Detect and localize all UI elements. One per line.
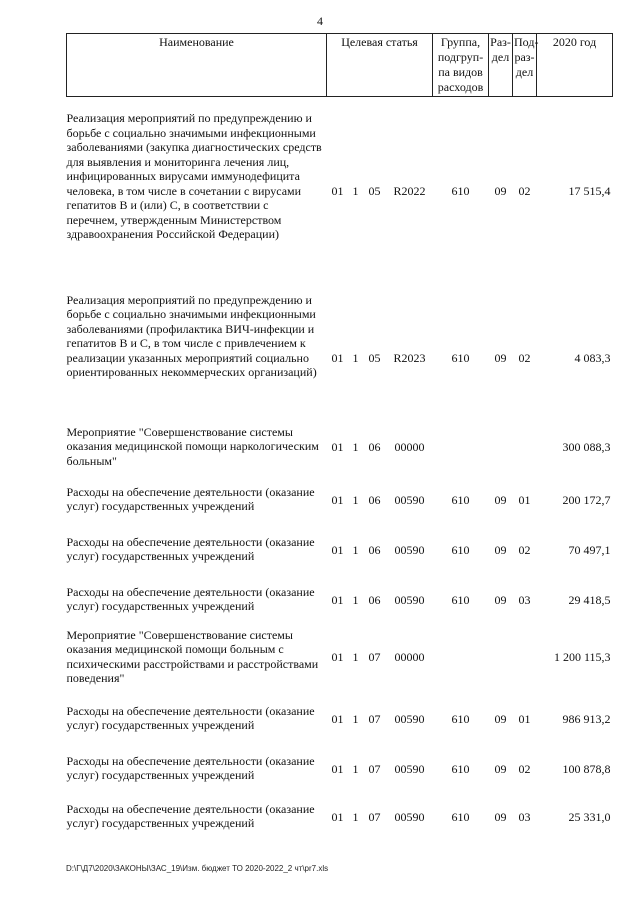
row-code-subprogram: 1 — [352, 439, 359, 454]
row-name: Расходы на обеспечение деятельности (оказание услуг) государственных учреждений — [66, 534, 315, 563]
row-code-measure: 07 — [368, 809, 381, 824]
row-code-program: 01 — [331, 542, 344, 557]
row-name: Расходы на обеспечение деятельности (оказание услуг) государственных учреждений — [66, 801, 315, 830]
row-section: 09 — [494, 184, 507, 198]
row-name: Реализация мероприятий по предупреждению и борьбе с социально значимыми инфекционными заболеваниями (закупка диагностических средств для выявления и мониторинга лечения лиц, инфицированных вирусами иммунодефицита человека, в том числе в сочетании с вирусами гепатитов B и (или) C, в соответствии с перечнем, утвержденным Министерством здравоохранения Российской Федерации) — [66, 111, 322, 241]
row-section: 09 — [494, 542, 507, 557]
row-expense-group: 610 — [451, 711, 470, 726]
row-expense-group: 610 — [451, 592, 470, 607]
row-section: 09 — [494, 809, 507, 824]
table-row — [67, 279, 613, 411]
row-code-direction: 00590 — [394, 809, 425, 824]
header-year: 2020 год — [537, 34, 613, 97]
row-section: 09 — [494, 592, 507, 607]
row-code-measure: 06 — [368, 542, 381, 557]
row-code-program: 01 — [331, 350, 344, 365]
row-code-measure: 07 — [368, 649, 381, 664]
row-code-program: 01 — [331, 439, 344, 454]
row-subsection: 01 — [518, 711, 531, 726]
header-name: Наименование — [67, 34, 327, 97]
page-number: 4 — [317, 14, 323, 28]
row-code-direction: 00590 — [394, 592, 425, 607]
row-code-measure: 07 — [368, 761, 381, 776]
budget-table — [66, 33, 613, 838]
row-name: Мероприятие "Совершенствование системы оказания медицинской помощи наркологическим больным" — [66, 424, 319, 468]
table-row — [67, 97, 613, 279]
row-name: Расходы на обеспечение деятельности (оказание услуг) государственных учреждений — [66, 584, 315, 613]
row-subsection: 02 — [518, 761, 531, 776]
row-subsection — [513, 411, 537, 471]
table-row — [67, 614, 613, 690]
row-section: 09 — [494, 761, 507, 776]
row-code-measure: 06 — [368, 592, 381, 607]
row-expense-group — [433, 614, 489, 690]
row-section: 09 — [494, 350, 507, 365]
row-amount-2020: 100 878,8 — [562, 761, 611, 776]
row-code-subprogram: 1 — [352, 492, 359, 507]
row-amount-2020: 29 418,5 — [568, 592, 611, 607]
row-subsection: 01 — [518, 492, 531, 507]
header-target: Целевая статья — [327, 34, 433, 97]
header-section: Раз-дел — [489, 34, 513, 97]
row-name: Мероприятие "Совершенствование системы оказания медицинской помощи больным с психическими расстройствами и расстройствами поведения" — [66, 627, 319, 685]
row-code-direction: R2022 — [393, 184, 426, 198]
row-code-direction: 00590 — [394, 761, 425, 776]
table-row — [67, 740, 613, 788]
row-code-direction: 00590 — [394, 492, 425, 507]
row-expense-group: 610 — [451, 542, 470, 557]
row-section: 09 — [494, 492, 507, 507]
table-row — [67, 690, 613, 740]
row-subsection: 03 — [518, 809, 531, 824]
row-amount-2020: 4 083,3 — [574, 350, 611, 365]
row-amount-2020: 200 172,7 — [562, 492, 611, 507]
row-expense-group: 610 — [451, 809, 470, 824]
row-code-measure: 05 — [368, 184, 381, 198]
row-name: Расходы на обеспечение деятельности (оказание услуг) государственных учреждений — [66, 484, 315, 513]
row-amount-2020: 986 913,2 — [562, 711, 611, 726]
row-code-measure: 06 — [368, 492, 381, 507]
row-code-direction: 00590 — [394, 711, 425, 726]
row-code-subprogram: 1 — [352, 592, 359, 607]
row-code-direction: R2023 — [393, 350, 426, 365]
row-expense-group: 610 — [451, 350, 470, 365]
row-section — [489, 614, 513, 690]
row-amount-2020: 300 088,3 — [562, 439, 611, 454]
row-code-program: 01 — [331, 711, 344, 726]
row-code-program: 01 — [331, 592, 344, 607]
row-section: 09 — [494, 711, 507, 726]
row-code-program: 01 — [331, 761, 344, 776]
row-expense-group: 610 — [451, 492, 470, 507]
row-code-direction: 00000 — [394, 439, 425, 454]
row-code-program: 01 — [331, 492, 344, 507]
table-header — [67, 34, 613, 97]
table-row — [67, 521, 613, 571]
row-name: Расходы на обеспечение деятельности (оказание услуг) государственных учреждений — [66, 703, 315, 732]
row-code-subprogram: 1 — [352, 542, 359, 557]
row-expense-group: 610 — [451, 184, 470, 198]
row-code-measure: 06 — [368, 439, 381, 454]
row-code-subprogram: 1 — [352, 761, 359, 776]
row-code-program: 01 — [331, 649, 344, 664]
row-code-measure: 07 — [368, 711, 381, 726]
row-code-program: 01 — [331, 809, 344, 824]
table-row — [67, 411, 613, 471]
row-code-subprogram: 1 — [352, 184, 359, 198]
row-expense-group — [433, 411, 489, 471]
row-code-subprogram: 1 — [352, 809, 359, 824]
row-amount-2020: 25 331,0 — [568, 809, 611, 824]
row-subsection: 02 — [518, 542, 531, 557]
file-path-footer: D:\Г\Д7\2020\ЗАКОНЫ\ЗАС_19\Изм. бюджет ТО 2020-2022_2 чт\pr7.xls — [66, 864, 329, 873]
row-subsection — [513, 614, 537, 690]
row-code-subprogram: 1 — [352, 649, 359, 664]
row-code-measure: 05 — [368, 350, 381, 365]
row-subsection: 02 — [518, 350, 531, 365]
row-amount-2020: 17 515,4 — [568, 184, 611, 198]
row-code-subprogram: 1 — [352, 350, 359, 365]
row-amount-2020: 1 200 115,3 — [553, 649, 611, 664]
table-row — [67, 571, 613, 614]
row-code-direction: 00000 — [394, 649, 425, 664]
header-subsection: Под-раз-дел — [513, 34, 537, 97]
row-amount-2020: 70 497,1 — [568, 542, 611, 557]
row-name: Реализация мероприятий по предупреждению и борьбе с социально значимыми инфекционными заболеваниями (профилактика ВИЧ-инфекции и гепатитов B и C, в том числе с привлечением к реализации указанных мероприятий социально ориентированных некоммерческих организаций) — [66, 292, 317, 379]
row-code-direction: 00590 — [394, 542, 425, 557]
row-code-subprogram: 1 — [352, 711, 359, 726]
row-subsection: 02 — [518, 184, 531, 198]
row-subsection: 03 — [518, 592, 531, 607]
table-body — [67, 97, 613, 838]
row-name: Расходы на обеспечение деятельности (оказание услуг) государственных учреждений — [66, 753, 315, 782]
header-group: Группа, подгруп-па видов расходов — [433, 34, 489, 97]
table-row — [67, 471, 613, 521]
row-expense-group: 610 — [451, 761, 470, 776]
row-code-program: 01 — [331, 184, 344, 198]
row-section — [489, 411, 513, 471]
table-row — [67, 788, 613, 838]
